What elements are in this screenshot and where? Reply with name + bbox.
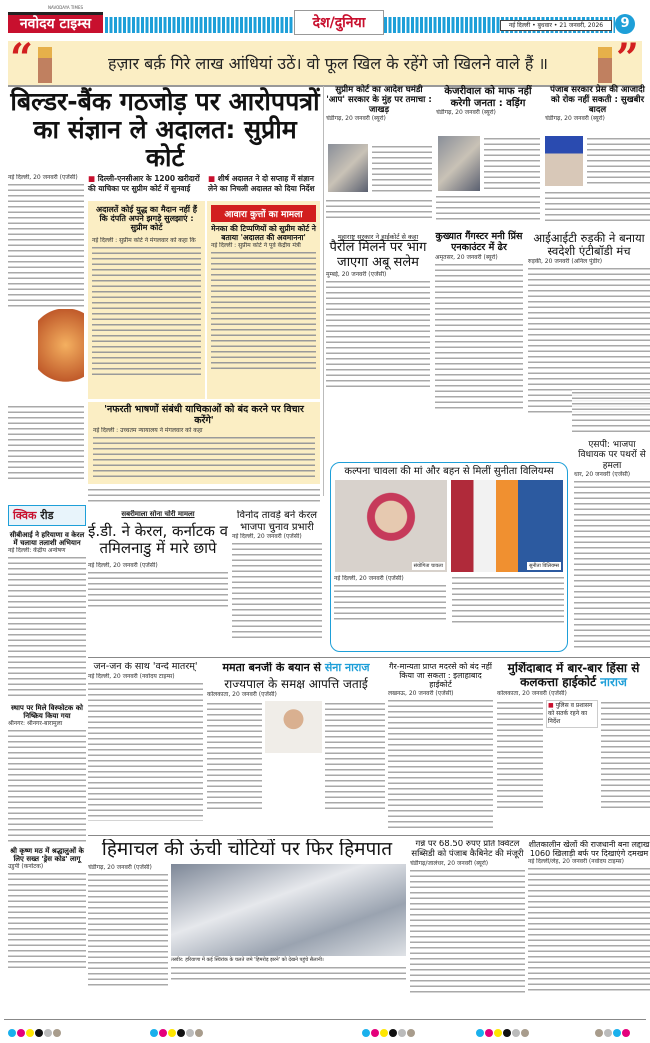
article-sp-attack [574,440,650,655]
lead-headline: बिल्डर-बैंक गठजोड़ पर आरोपपत्रों का संज्ञान ले अदालत: सुप्रीम कोर्ट [10,87,320,172]
headline: पैरोल मिलने पर भाग जाएगा अबू सलेम [329,240,427,270]
kicker: सबरीमाला सोना चोरी मामला [121,510,195,518]
column-divider [323,86,324,496]
headline: ई.डी. ने केरल, कर्नाटक व तमिलनाडु में मारे छापे [88,522,228,558]
article-abu-salem [326,232,430,432]
himachal-region [88,839,406,1017]
masthead [0,0,650,40]
article-madrasa [388,662,493,832]
lead-grid [8,174,322,534]
dateline: नई दिल्ली/लेह, 20 जनवरी (नवोदय टाइम्स) [528,858,624,866]
dateline: धार, 20 जनवरी (एजेंसी) [574,471,631,479]
kicker: महाराष्ट्र सरकार ने हाईकोर्ट से कहा [337,233,419,241]
himachal-headline: हिमाचल की ऊंची चोटियों पर फिर हिमपात [101,839,393,860]
section-tab: देश/दुनिया [294,10,384,35]
tag-text: पुलिस व प्रशासन को सतर्क रहने का निर्देश [548,701,593,725]
dateline: लखनऊ, 20 जनवरी (एजेंसी) [388,689,454,697]
color-registration-marks [0,1022,650,1034]
himachal-body-2 [171,965,406,983]
dateline: चंडीगढ़, 20 जनवरी (ब्यूरो) [436,109,496,116]
bullet-text: शीर्ष अदालत ने दो सप्ताह में संज्ञान लेने का निचली अदालत को दिया निर्देश [208,174,315,193]
headline: जन-जन के साथ 'वन्दे मातरम्' [93,662,198,672]
dateline: कोलकाता, 20 जनवरी (एजेंसी) [497,689,567,697]
quick-read-label [8,505,86,526]
label-a: क्विक [13,509,37,522]
dateline: मुम्बई, 20 जनवरी (एजेंसी) [326,270,387,278]
dateline: कोलकाता, 20 जनवरी (एजेंसी) [207,691,277,699]
lead-continuation [88,487,320,503]
dateline: नई दिल्ली : सुप्रीम कोर्ट ने पूर्व केंद्रीय मंत्री [211,242,301,250]
article-mamata [207,662,385,832]
kalpana-mother-photo [335,480,447,572]
quote-text: हज़ार बर्क़ गिरे लाख आंधियां उठें। वो फूल खिल के रहेंगे जो खिलने वाले हैं ॥ [107,54,549,73]
dateline: श्रीनगर: श्रीनगर-बारामुला [8,720,63,728]
headline: सुप्रीम कोर्ट का आदेश घमंडी 'आप' सरकार के मुंह पर तमाचा : जाखड़ [326,85,432,115]
headline: गन्ने पर 68.50 रुपए प्रति क्विंटल सब्सिडी को पंजाब कैबिनेट की मंजूरी [411,840,524,859]
court-box [88,201,205,399]
dateline: अमृतसर, 20 जनवरी (ब्यूरो) [435,253,498,261]
iit-continuation [572,390,650,435]
headline: एसपी: भाजपा विधायक पर पथरों से हमला [578,440,646,471]
logo: नवोदय टाइम्स [8,12,103,33]
supreme-court-photo [38,309,84,399]
headline: आईआईटी रुड़की ने बनाया स्वदेशी एंटीबॉडी मंच [533,231,645,259]
article-sugarcane [410,840,525,1015]
label-b: रीड [40,509,54,522]
article-ed-raids [88,510,228,655]
sunita-williams-photo [451,480,563,572]
article-tawde [232,510,322,655]
stray-dogs-label: आवारा कुत्तों का मामला [211,205,316,222]
quote-banner [8,35,642,87]
warring-photo [438,136,480,191]
torch-left-icon [38,47,52,83]
headline-part: ममता बनर्जी के बयान से [222,662,325,674]
headline [207,662,385,675]
headline: पंजाब सरकार प्रेस की आजादी को रोक नहीं सकती : सुखबीर बादल [550,85,645,115]
quick-read-column [8,505,86,1015]
stray-dogs-headline: मेनका की टिप्पणियों को सुप्रीम कोर्ट ने बताया 'अदालत की अवमानना' [211,224,316,242]
quick-read-headline: सीबीआई ने हरियाणा व केरल में चलाया तलाशी अभियान [9,531,85,548]
page-number: 9 [615,14,635,34]
headline-highlight: नाराज [600,674,627,689]
dateline: नई दिल्ली: केंद्रीय अन्वेषण [8,547,66,555]
dateline: नई दिल्ली, 20 जनवरी (एजेंसी) [334,574,404,582]
himachal-caption: तस्वीर: हरियाणा में कई स्थिरांक के चलते जमे 'हिमरोड़ झरने' को देखने पहुंचे सैलानी। [171,956,324,963]
article-sukhbir [545,86,650,226]
dateline: चंडीगढ़/जालंधर, 20 जनवरी (ब्यूरो) [410,859,489,867]
row-divider [88,835,650,836]
row-divider [88,657,650,658]
kalpana-box [330,462,568,652]
headline-part: मुर्शिदाबाद में बार-बार हिंसा से कलकत्ता हाईकोर्ट [507,662,640,689]
lead-region [8,88,322,534]
subhead: राज्यपाल के समक्ष आपत्ति जताई [224,676,368,691]
lead-bullet-1: ■ दिल्ली-एनसीआर के 1200 खरीदारों की याचिका पर सुप्रीम कोर्ट में सुनवाई [88,174,200,193]
article-ladakh [528,840,650,1015]
headline [497,662,650,690]
caption: संयोगिता चावला [413,562,443,569]
torch-right-icon [598,47,612,83]
headline: कल्पना चावला की मां और बहन से मिलीं सुनीता विलियम्स [344,466,554,477]
article-gangster [435,232,523,432]
footer-rule [4,1019,646,1020]
court-headline: अदालतें कोई युद्ध का मैदान नहीं हैं कि दंपति अपने झगड़े सुलझाएं : सुप्रीम कोर्ट [95,205,198,233]
bullet-text: दिल्ली-एनसीआर के 1200 खरीदारों की याचिका पर सुप्रीम कोर्ट में सुनवाई [88,174,200,193]
jakhar-photo [328,144,368,192]
dateline: चंडीगढ़, 20 जनवरी (एजेंसी) [88,863,152,871]
lead-bullet-2: ■ शीर्ष अदालत ने दो सप्ताह में संज्ञान लेने का निचली अदालत को दिया निर्देश [208,174,315,193]
headline: केजरीवाल को माफ नहीं करेगी जनता : वड़िंग [444,86,532,109]
headline-highlight: सेना नाराज [324,662,370,674]
article-murshidabad [497,662,650,832]
article-vande-mataram [88,662,203,832]
himachal-body [88,864,168,987]
dateline: चंडीगढ़, 20 जनवरी (ब्यूरो) [326,115,386,123]
headline: विनोद तावड़े बने केरल भाजपा चुनाव प्रभारी [236,510,318,533]
stray-dogs-box [207,201,320,399]
caption: सुनीता विलियम्स [529,562,559,569]
dateline: नई दिल्ली, 20 जनवरी (एजेंसी) [88,561,158,569]
dateline: नई दिल्ली : उच्चतम न्यायालय ने मंगलवार को कहा [93,426,203,434]
quote-close-icon: ” [616,35,640,82]
dateline: उडुपी (कर्नाटक) [8,863,44,871]
hate-speech-box [88,402,320,484]
dateline: नई दिल्ली • बुधवार • 21 जनवरी, 2026 [500,20,612,31]
sukhbir-photo [545,136,583,186]
himachal-photo [171,864,406,956]
dateline: नई दिल्ली, 20 जनवरी (एजेंसी) [8,174,78,181]
dateline: नई दिल्ली, 20 जनवरी (नवोदय टाइम्स) [88,672,175,680]
article-jakhar [326,86,432,226]
kalpana-photos [334,480,564,572]
lead-story-body [8,174,84,479]
quick-read-headline: श्री कृष्ण मठ में श्रद्धालुओं के लिए सख्त 'ड्रेस कोड' लागू [10,847,84,864]
quote-open-icon: “ [10,35,34,82]
tag-box: ■ पुलिस व प्रशासन को सतर्क रहने का निर्देश [546,700,598,728]
headline: कुख्यात गैंगस्टर मनी प्रिंस एनकाउंटर में ढेर [435,231,523,253]
headline: शीतकालीन खेलों की राजधानी बना लद्दाख 1060 खिलाड़ी बर्फ पर दिखाएंगे दमखम [528,840,650,859]
mamata-photo [265,701,323,753]
headline: गैर-मान्यता प्राप्त मदरसे को बंद नहीं किया जा सकता : इलाहाबाद हाईकोर्ट [388,662,493,690]
quick-read-headline: स्थाप पर मिले विस्फोटक को निष्क्रिय किया गया [11,704,83,721]
article-warring [436,86,540,226]
dateline: रुड़की, 20 जनवरी (अनिल पुंडीर) [528,258,603,266]
dateline: चंडीगढ़, 20 जनवरी (ब्यूरो) [545,115,605,123]
dateline: नई दिल्ली, 20 जनवरी (एजेंसी) [232,533,302,540]
dateline: नई दिल्ली : सुप्रीम कोर्ट ने मंगलवार को कहा कि [92,236,196,244]
brand-tagline: NAVODAYA TIMES [48,5,84,10]
hate-speech-headline: 'नफरती भाषणों संबंधी याचिकाओं को बंद करने पर विचार करेंगे' [104,404,304,426]
